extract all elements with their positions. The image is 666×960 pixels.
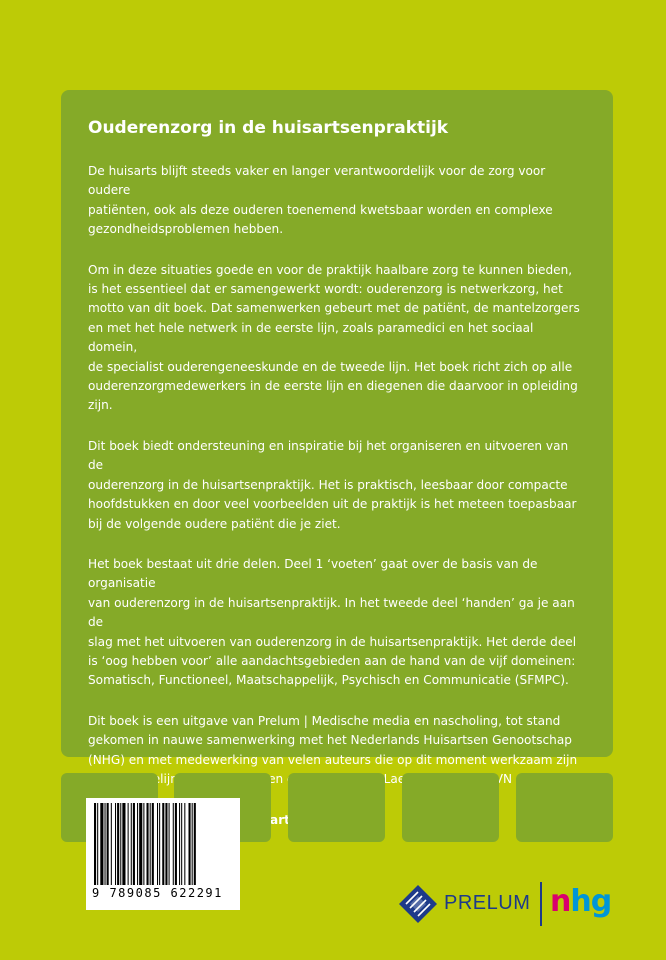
blurb-paragraph-4: Het boek bestaat uit drie delen. Deel 1 ‘voeten’ gaat over de basis van de organisatie van ouderenzorg in de huisartsenpraktijk. In het tweede deel ‘handen’ ga je aan de slag met het uitvoeren van ouderenzorg in de huisartsenpraktijk. Het derde deel is ‘oog hebben voor’ alle aandachtsgebieden aan de hand van de vijf domeinen: Somatisch, Functioneel, Maatschappelijk, Psychisch en Communicatie (SFMPC).: [88, 556, 577, 688]
decorative-tile-5: [516, 773, 613, 842]
book-title: Ouderenzorg in de huisartsenpraktijk: [88, 118, 449, 138]
nhg-letter-g: g: [590, 884, 612, 919]
blurb-paragraph-2: Om in deze situaties goede en voor de praktijk haalbare zorg te kunnen bieden, is het essentieel dat er samengewerkt wordt: ouderenzorg is netwerkzorg, het motto van dit boek. Dat samenwerken gebeurt met de patiënt, de mantelzorgers en met het hele netwerk in de eerste lijn, zoals paramedici en het sociaal domein, de specialist ouderengeneeskunde en de tweede lijn. Het boek richt zich op alle ouderenzorgmedewerkers in de eerste lijn en diegenen die daarvoor in opleiding zijn.: [88, 262, 580, 413]
isbn-barcode: [86, 798, 240, 910]
back-cover-text-panel: [61, 90, 613, 786]
logo-divider: [540, 882, 542, 926]
nhg-logo: [550, 880, 611, 924]
nhg-letter-h: h: [570, 884, 591, 919]
decorative-tile-4: [402, 773, 499, 842]
barcode-icon: [92, 803, 234, 885]
blurb-paragraph-3: Dit boek biedt ondersteuning en inspiratie bij het organiseren en uitvoeren van de ouderenzorg in de huisartsenpraktijk. Het is praktisch, leesbaar door compacte hoofdstukken en door veel voorbeelden uit de praktijk is het meteen toepasbaar bij de volgende oudere patiënt die je ziet.: [88, 438, 577, 531]
blurb-paragraph-1: De huisarts blijft steeds vaker en langer verantwoordelijk voor de zorg voor oudere patiënten, ook als deze ouderen toenemend kwetsbaar worden en complexe gezondheidsproblemen hebben.: [88, 164, 553, 237]
decorative-tile-3: [288, 773, 385, 842]
blurb-paragraph-5: Dit boek is een uitgave van Prelum | Medische media en nascholing, tot stand gekomen in nauwe samenwerking met het Nederlands Huisartsen Genootschap (NHG) en met medewerking van velen auteurs die op dit moment werkzaam zijn en: [88, 713, 578, 786]
prelum-logo-text: PRELUM: [444, 892, 531, 914]
nhg-letter-n: n: [550, 884, 571, 919]
barcode-digits: 9 789085 622291: [92, 886, 223, 900]
prelum-diamond-icon: [398, 884, 438, 924]
publisher-logos: [398, 880, 618, 928]
